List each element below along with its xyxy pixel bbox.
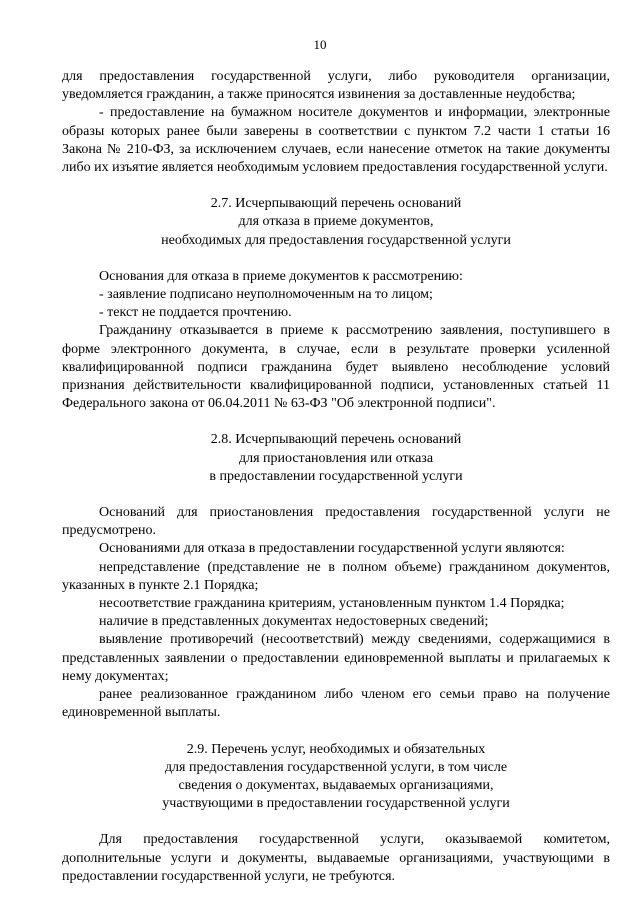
section-heading-2-8 <box>62 431 610 486</box>
list-item: - текст не поддается прочтению. <box>99 305 292 321</box>
heading-line: участвующими в предоставлении государственной услуги <box>162 796 510 812</box>
heading-line: для приостановления или отказа <box>238 450 434 466</box>
list-item: - заявление подписано неуполномоченным на то лицом; <box>99 287 433 303</box>
heading-line: 2.9. Перечень услуг, необходимых и обязательных <box>186 741 486 757</box>
heading-line: в предоставлении государственной услуги <box>209 468 463 484</box>
paragraph: Для предоставления государственной услуги, оказываемой комитетом, дополнительные услуги и документы, выдаваемые организациями, участвующими в предоставлении государственной услуги, не требуются. <box>62 832 610 884</box>
paragraph: Основаниями для отказа в предоставлении государственной услуги являются: <box>99 541 565 557</box>
page-number: 10 <box>313 37 327 52</box>
paragraph: Гражданину отказывается в приеме к рассмотрению заявления, поступившего в форме электронного документа, в случае, если в результате проверки усиленной квалифицированной подписи гражданина будет выявлено несоблюдение условий признания действительности квалифицированной подписи, установленных статьей 11 Федерального закона от 06.04.2011 № 63-ФЗ "Об электронной подписи". <box>62 323 610 412</box>
document-body <box>62 68 610 886</box>
heading-line: сведения о документах, выдаваемых организациями, <box>178 777 494 793</box>
paragraph: Основания для отказа в приеме документов к рассмотрению: <box>99 268 463 284</box>
heading-line: 2.8. Исчерпывающий перечень оснований <box>210 432 462 448</box>
heading-line: 2.7. Исчерпывающий перечень оснований <box>210 196 462 212</box>
list-item: наличие в представленных документах недостоверных сведений; <box>99 614 489 630</box>
heading-line: необходимых для предоставления государственной услуги <box>161 232 511 248</box>
list-item: выявление противоречий (несоответствий) между сведениями, содержащимися в представленных заявлении о предоставлении единовременной выплаты и прилагаемых к нему документах; <box>62 632 610 684</box>
section-heading-2-7 <box>62 195 610 250</box>
section-heading-2-9 <box>62 741 610 814</box>
paragraph: - предоставление на бумажном носителе документов и информации, электронные образы которых ранее были заверены в соответствии с пунктом 7.2 части 1 статьи 16 Закона № 210-ФЗ, за исключением случаев, если нанесение отметок на такие документы либо их изъятие является необходимым условием предоставления государственной услуги. <box>62 105 610 176</box>
heading-line: для отказа в приеме документов, <box>238 214 434 230</box>
list-item: непредставление (представление не в полном объеме) гражданином документов, указанных в пункте 2.1 Порядка; <box>62 559 610 593</box>
paragraph: для предоставления государственной услуги, либо руководителя организации, уведомляется гражданин, а также приносятся извинения за доставленные неудобства; <box>62 69 610 103</box>
paragraph: Оснований для приостановления предоставления государственной услуги не предусмотрено. <box>62 505 610 539</box>
heading-line: для предоставления государственной услуги, в том числе <box>164 759 508 775</box>
list-item: несоответствие гражданина критериям, установленным пунктом 1.4 Порядка; <box>99 596 565 612</box>
list-item: ранее реализованное гражданином либо членом его семьи право на получение единовременной выплаты. <box>62 687 610 721</box>
